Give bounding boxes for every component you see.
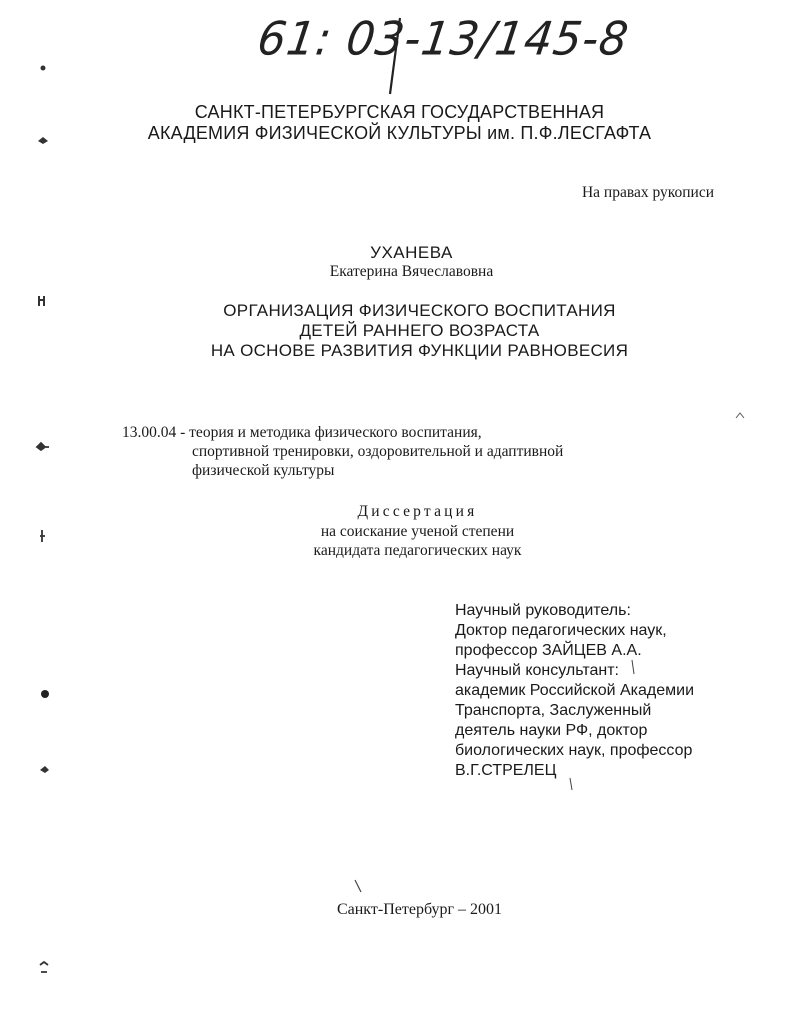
- specialty-line-2: спортивной тренировки, оздоровительной и адаптивной: [192, 443, 564, 460]
- specialty-line-1: 13.00.04 - теория и методика физического воспитания,: [122, 424, 482, 441]
- supervisor-line: Научный руководитель:: [455, 602, 631, 619]
- author-given-names: Екатерина Вячеславовна: [329, 263, 494, 280]
- consultant-line: Транспорта, Заслуженный: [455, 702, 652, 719]
- place-year: Санкт-Петербург – 2001: [336, 901, 503, 918]
- consultant-line: В.Г.СТРЕЛЕЦ: [455, 762, 557, 779]
- supervisor-line: профессор ЗАЙЦЕВ А.А.: [455, 642, 642, 659]
- consultant-line: академик Российской Академии: [455, 682, 694, 699]
- handwritten-archive-number: [250, 8, 633, 98]
- supervisor-line: Доктор педагогических наук,: [455, 622, 667, 639]
- specialty-line-3: физической культуры: [192, 462, 335, 479]
- institution-line-2: АКАДЕМИЯ ФИЗИЧЕСКОЙ КУЛЬТУРЫ им. П.Ф.ЛЕСГАФТА: [147, 123, 652, 143]
- title-line-1: ОРГАНИЗАЦИЯ ФИЗИЧЕСКОГО ВОСПИТАНИЯ: [223, 301, 616, 320]
- consultant-line: Научный консультант:: [455, 662, 619, 679]
- rights-note: На правах рукописи: [581, 184, 714, 201]
- dissertation-line-2: кандидата педагогических наук: [313, 542, 522, 559]
- consultant-line: деятель науки РФ, доктор: [455, 722, 648, 739]
- title-line-3: НА ОСНОВЕ РАЗВИТИЯ ФУНКЦИИ РАВНОВЕСИЯ: [210, 341, 629, 360]
- handwritten-slash-stroke: [250, 8, 550, 98]
- title-line-2: ДЕТЕЙ РАННЕГО ВОЗРАСТА: [299, 321, 540, 340]
- archive-number-text: 61: 03-13/145-8: [254, 12, 633, 67]
- institution-line-1: САНКТ-ПЕТЕРБУРГСКАЯ ГОСУДАРСТВЕННАЯ: [194, 102, 605, 122]
- author-surname: УХАНЕВА: [370, 243, 453, 262]
- dissertation-heading: Диссертация: [357, 503, 478, 520]
- consultant-line: биологических наук, профессор: [455, 742, 693, 759]
- dissertation-line-1: на соискание ученой степени: [320, 523, 515, 540]
